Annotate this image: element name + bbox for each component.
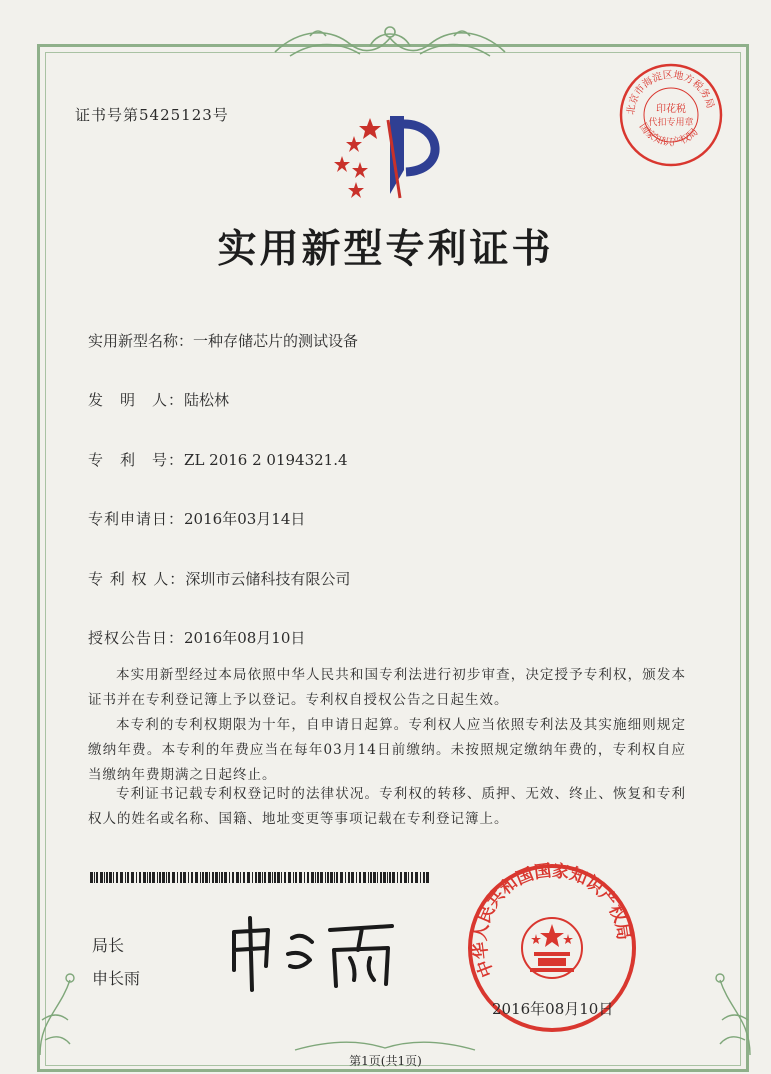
barcode-bar — [100, 872, 103, 883]
tax-stamp-line1: 印花税 — [656, 104, 686, 115]
barcode-bar — [94, 872, 95, 883]
model-name-row — [88, 330, 358, 351]
barcode-bar — [106, 872, 108, 883]
barcode-bar — [426, 872, 429, 883]
certificate-number: 证书号第5425123号 — [75, 106, 229, 124]
barcode-bar — [404, 872, 407, 883]
model-name-label: 实用新型名称： — [88, 332, 194, 350]
barcode-bar — [334, 872, 335, 883]
barcode-bar — [147, 872, 148, 883]
barcode-bar — [258, 872, 261, 883]
barcode-bar — [340, 872, 343, 883]
barcode-bar — [325, 872, 326, 883]
barcode-bar — [293, 872, 294, 883]
barcode-bar — [420, 872, 421, 883]
barcode-bar — [188, 872, 189, 883]
barcode-bar — [247, 872, 250, 883]
barcode-bar — [159, 872, 161, 883]
barcode-bar — [139, 872, 141, 883]
inventor-value: 陆松林 — [184, 391, 230, 409]
barcode-bar — [127, 872, 129, 883]
barcode-bar — [377, 872, 378, 883]
filing-date-row — [88, 508, 305, 529]
barcode-bar — [272, 872, 273, 883]
model-name-value: 一种存储芯片的测试设备 — [193, 332, 359, 350]
barcode-bar — [320, 872, 323, 883]
barcode-bar — [315, 872, 316, 883]
barcode-bar — [113, 872, 114, 883]
barcode-bar — [224, 872, 227, 883]
barcode-bar — [215, 872, 218, 883]
barcode-bar — [281, 872, 282, 883]
page-footer: 第1页(共1页) — [349, 1054, 422, 1068]
barcode-bar — [373, 872, 376, 883]
barcode-bar — [183, 872, 186, 883]
barcode-bar — [351, 872, 354, 883]
barcode-bar — [262, 872, 263, 883]
seal-date: 2016年08月10日 — [492, 1000, 614, 1018]
barcode-bar — [380, 872, 382, 883]
barcode-bar — [295, 872, 297, 883]
patent-number-row — [88, 449, 348, 470]
announce-date-label: 授权公告日： — [88, 629, 185, 647]
patentee-label: 专 利 权 人： — [88, 570, 186, 588]
patent-office-logo — [330, 110, 460, 200]
barcode-bar — [191, 872, 193, 883]
barcode-bar — [168, 872, 170, 883]
barcode-bar — [162, 872, 165, 883]
barcode-bar — [345, 872, 346, 883]
barcode-bar — [370, 872, 372, 883]
barcode-bar — [252, 872, 253, 883]
barcode-bar — [125, 872, 126, 883]
barcode-bar — [109, 872, 112, 883]
barcode-bar — [152, 872, 155, 883]
barcode-bar — [392, 872, 395, 883]
filing-date-value: 2016年03月14日 — [184, 510, 306, 528]
barcode-bar — [383, 872, 386, 883]
barcode-bar — [195, 872, 198, 883]
barcode-bar — [236, 872, 239, 883]
barcode-bar — [277, 872, 280, 883]
paragraph-3: 专利证书记载专利权登记时的法律状况。专利权的转移、质押、无效、终止、恢复和专利权人的姓名或名称、国籍、地址变更等事项记载在专利登记簿上。 — [88, 786, 686, 827]
barcode-bar — [356, 872, 357, 883]
barcode-bar — [157, 872, 158, 883]
barcode-bar — [90, 872, 93, 883]
tax-stamp-bottom-text: 国家知识产权局 — [636, 121, 701, 149]
top-ornament — [270, 20, 510, 66]
barcode-bar — [288, 872, 291, 883]
barcode-bar — [368, 872, 369, 883]
barcode-bar — [359, 872, 361, 883]
filing-date-label: 专利申请日： — [88, 510, 185, 528]
barcode-bar — [177, 872, 178, 883]
signature-role: 局长 — [92, 936, 125, 955]
announce-date-row — [88, 627, 305, 648]
patentee-value: 深圳市云储科技有限公司 — [185, 570, 351, 588]
paragraph-2: 本专利的专利权期限为十年，自申请日起算。专利权人应当依照专利法及其实施细则规定缴纳年费。本专利的年费应当在每年03月14日前缴纳。未按照规定缴纳年费的，专利权自应当缴纳年费期满之日起终止。 — [88, 717, 686, 783]
barcode-bar — [348, 872, 350, 883]
bottom-right-ornament — [700, 960, 760, 1060]
barcode-bar — [166, 872, 167, 883]
inventor-row — [88, 389, 229, 410]
patent-number-value: ZL 2016 2 0194321.4 — [184, 451, 348, 469]
barcode-bar — [299, 872, 302, 883]
barcode-bar — [240, 872, 241, 883]
barcode-bar — [400, 872, 402, 883]
tax-stamp-ring-text: 北京市海淀区地方税务局 — [625, 69, 716, 116]
barcode-bar — [274, 872, 276, 883]
barcode-bar — [120, 872, 123, 883]
barcode-bar — [408, 872, 409, 883]
barcode-bar — [363, 872, 366, 883]
barcode-bar — [209, 872, 210, 883]
tax-stamp — [618, 62, 724, 168]
barcode-bar — [327, 872, 329, 883]
certificate-title: 实用新型专利证书 — [217, 226, 554, 272]
barcode-bar — [96, 872, 98, 883]
barcode-bar — [200, 872, 201, 883]
tax-stamp-line2: 代扣专用章 — [648, 118, 694, 128]
barcode-bar — [232, 872, 234, 883]
handwritten-signature — [222, 910, 402, 995]
barcode-bar — [307, 872, 309, 883]
barcode-bar — [311, 872, 314, 883]
barcode-bar — [317, 872, 319, 883]
barcode-bar — [104, 872, 105, 883]
barcode-bar — [136, 872, 137, 883]
barcode-bar — [330, 872, 333, 883]
inventor-label: 发 明 人： — [88, 391, 185, 409]
barcode-bar — [205, 872, 208, 883]
barcode-bar — [423, 872, 425, 883]
barcode-bar — [131, 872, 134, 883]
barcode-bar — [143, 872, 146, 883]
barcode-bar — [219, 872, 220, 883]
paragraph-1: 本实用新型经过本局依照中华人民共和国专利法进行初步审查，决定授予专利权，颁发本证书并在专利登记簿上予以登记。专利权自授权公告之日起生效。 — [88, 667, 686, 708]
barcode-bar — [116, 872, 118, 883]
barcode-bar — [397, 872, 398, 883]
barcode-bar — [172, 872, 175, 883]
barcode-bar — [229, 872, 230, 883]
barcode-bar — [387, 872, 388, 883]
barcode-bar — [149, 872, 151, 883]
bottom-left-ornament — [30, 960, 90, 1060]
barcode-bar — [255, 872, 257, 883]
signature-name: 申长雨 — [92, 969, 141, 988]
patentee-row — [88, 568, 350, 589]
barcode-bar — [202, 872, 204, 883]
barcode-bar — [264, 872, 266, 883]
barcode-bar — [212, 872, 214, 883]
patent-number-label: 专 利 号： — [88, 451, 185, 469]
barcode-bar — [411, 872, 413, 883]
barcode-bar — [304, 872, 305, 883]
barcode-bar — [221, 872, 223, 883]
barcode — [90, 872, 430, 883]
barcode-bar — [336, 872, 338, 883]
announce-date-value: 2016年08月10日 — [184, 629, 306, 647]
barcode-bar — [389, 872, 391, 883]
barcode-bar — [243, 872, 245, 883]
barcode-bar — [180, 872, 182, 883]
barcode-bar — [284, 872, 286, 883]
barcode-bar — [268, 872, 271, 883]
seal-ring-text: 中华人民共和国国家知识产权局 — [470, 862, 634, 980]
barcode-bar — [415, 872, 418, 883]
